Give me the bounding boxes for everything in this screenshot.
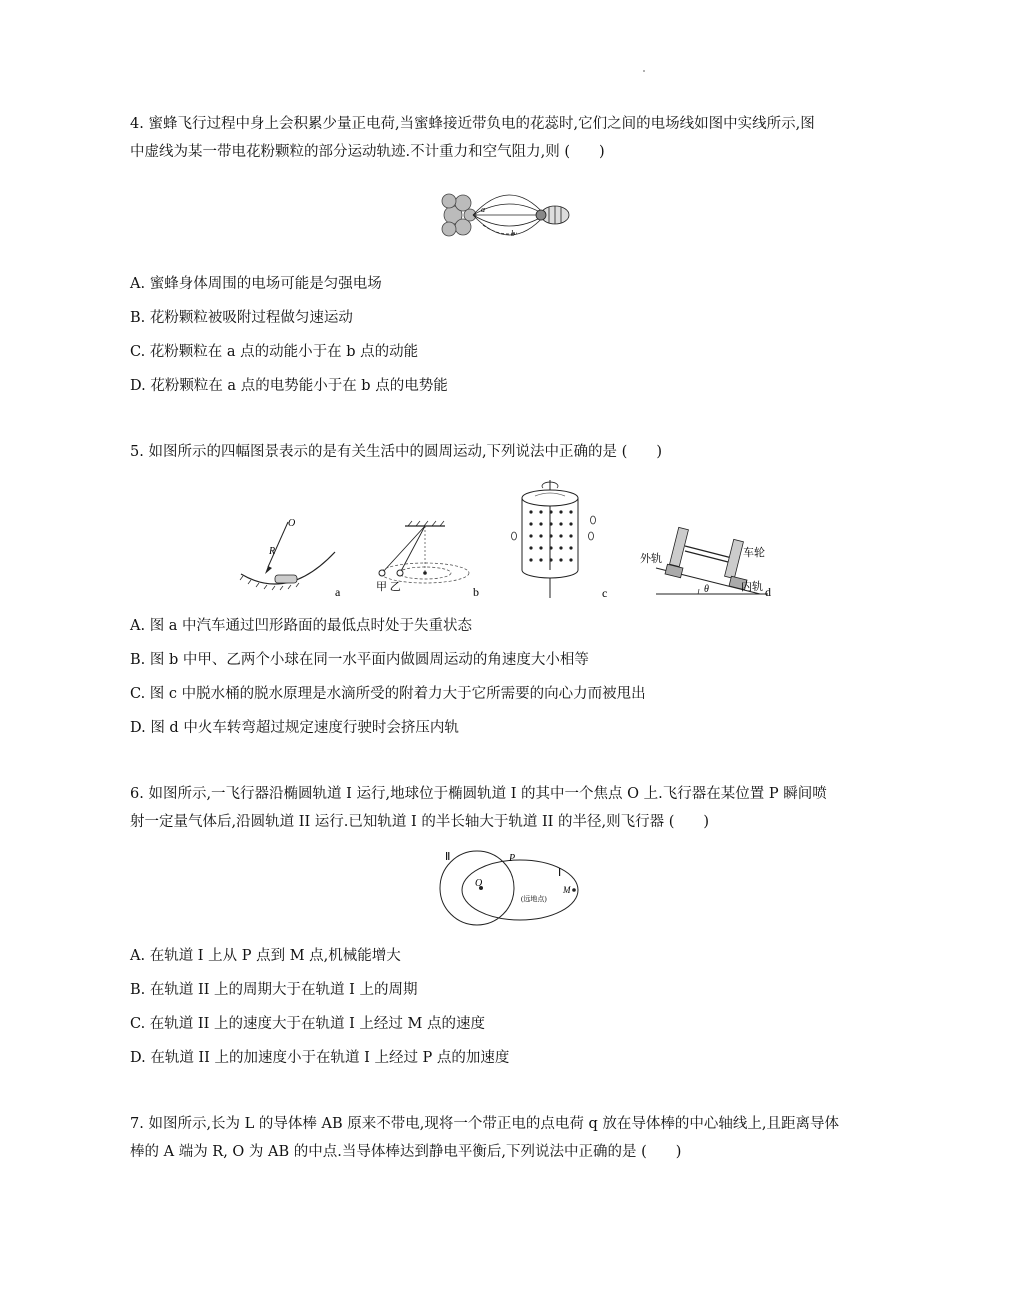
figure-d-wheel-label: 车轮 (743, 547, 765, 559)
figure-d-theta-label: θ (704, 584, 709, 595)
question-6-option-d: D. 在轨道 II 上的加速度小于在轨道 I 上经过 P 点的加速度 (130, 1050, 510, 1066)
question-4-option-d: D. 花粉颗粒在 a 点的电势能小于在 b 点的电势能 (130, 378, 448, 394)
figure-a-o-label: O (288, 518, 296, 529)
question-6-stem (130, 780, 890, 836)
figure-a-r-label: R (269, 546, 276, 557)
question-5-line-1: 5. 如图所示的四幅图景表示的是有关生活中的圆周运动,下列说法中正确的是 ( ) (130, 444, 662, 460)
point-m-label: M (563, 885, 571, 895)
question-6-line-1: 6. 如图所示,一飞行器沿椭圆轨道 I 运行,地球位于椭圆轨道 I 的其中一个焦点 O 上.飞行器在某位置 P 瞬间喷 (130, 786, 827, 802)
orbit-ii-label: Ⅱ (445, 851, 451, 863)
question-5-option-d: D. 图 d 中火车转弯超过规定速度行驶时会挤压内轨 (130, 720, 459, 736)
question-4-option-a: A. 蜜蜂身体周围的电场可能是匀强电场 (130, 276, 382, 292)
figure-d-caption: d (765, 585, 771, 599)
point-a-label: a (481, 205, 485, 214)
point-o-label: O (475, 878, 483, 889)
figure-d-inner-rail-label: 内轨 (741, 581, 763, 593)
car-icon (275, 575, 297, 583)
bee-flower-field-figure (435, 185, 575, 245)
question-6-option-a: A. 在轨道 I 上从 P 点到 M 点,机械能增大 (130, 948, 401, 964)
point-b-label: b (511, 229, 515, 238)
question-6-line-2: 射一定量气体后,沿圆轨道 II 运行.已知轨道 I 的半长轴大于轨道 II 的半径,则飞行器 ( ) (130, 814, 710, 830)
bee-icon (536, 206, 569, 224)
question-4-line-1: 4. 蜜蜂飞行过程中身上会积累少量正电荷,当蜜蜂接近带负电的花蕊时,它们之间的电场线如图中实线所示,图 (130, 116, 815, 132)
figure-d-rail-curve (640, 518, 780, 600)
figure-b-caption: b (473, 585, 479, 599)
orbit-figure (435, 848, 585, 930)
figure-c-spin-dryer (505, 480, 620, 600)
question-5-option-b: B. 图 b 中甲、乙两个小球在同一水平面内做圆周运动的角速度大小相等 (130, 652, 589, 668)
question-5-option-a: A. 图 a 中汽车通过凹形路面的最低点时处于失重状态 (130, 618, 473, 634)
figure-b-conical-pendulum (370, 518, 490, 600)
question-4-option-c: C. 花粉颗粒在 a 点的动能小于在 b 点的动能 (130, 344, 419, 360)
point-p-label: P (509, 853, 516, 864)
question-4-line-2: 中虚线为某一带电花粉颗粒的部分运动轨迹.不计重力和空气阻力,则 ( ) (130, 144, 605, 160)
stray-dot (643, 70, 645, 72)
figure-c-caption: c (602, 586, 608, 600)
question-6-option-b: B. 在轨道 II 上的周期大于在轨道 I 上的周期 (130, 982, 418, 998)
question-4-option-b: B. 花粉颗粒被吸附过程做匀速运动 (130, 310, 353, 326)
figure-b-jia-yi-label: 甲 乙 (376, 581, 401, 593)
figure-d-outer-rail-label: 外轨 (640, 553, 662, 565)
orbit-i-label: Ⅰ (558, 867, 562, 879)
question-5-stem (130, 438, 890, 466)
question-6-option-c: C. 在轨道 II 上的速度大于在轨道 I 上经过 M 点的速度 (130, 1016, 485, 1032)
figure-a-concave-road (235, 512, 350, 600)
figure-a-caption: a (335, 585, 341, 599)
question-7-line-2: 棒的 A 端为 R, O 为 AB 的中点.当导体棒达到静电平衡后,下列说法中正确的是 ( ) (130, 1144, 682, 1160)
question-4-stem (130, 110, 890, 166)
question-7-line-1: 7. 如图所示,长为 L 的导体棒 AB 原来不带电,现将一个带正电的点电荷 q 放在导体棒的中心轴线上,且距离导体 (130, 1116, 839, 1132)
question-5-option-c: C. 图 c 中脱水桶的脱水原理是水滴所受的附着力大于它所需要的向心力而被甩出 (130, 686, 646, 702)
question-7-stem (130, 1110, 890, 1166)
apogee-label: (远地点) (521, 895, 547, 903)
flower-icon (442, 194, 476, 236)
